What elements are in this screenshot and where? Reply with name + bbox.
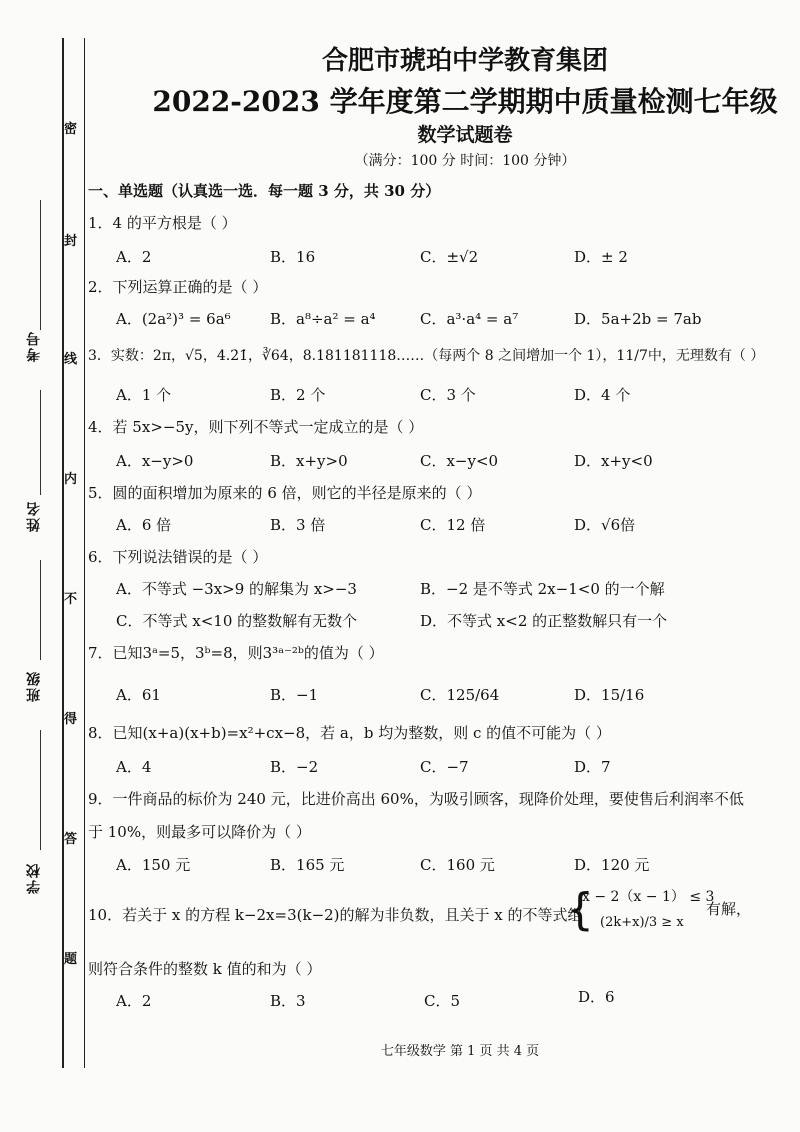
option-c: C．160 元 bbox=[420, 856, 495, 874]
question-stem: 4．若 5x>−5y，则下列不等式一定成立的是（ ） bbox=[88, 418, 424, 436]
option-b: B．165 元 bbox=[270, 856, 345, 874]
field-label-school: 学校 bbox=[26, 862, 42, 894]
option-d: D．4 个 bbox=[574, 386, 631, 404]
option-b: B．3 倍 bbox=[270, 516, 326, 534]
seal-char: 线 bbox=[64, 352, 78, 367]
option-a: A．2 bbox=[116, 248, 152, 266]
field-line bbox=[40, 200, 41, 330]
option-b: B．−2 是不等式 2x−1<0 的一个解 bbox=[420, 580, 665, 598]
seal-char: 答 bbox=[64, 832, 78, 847]
option-c: C．5 bbox=[424, 992, 461, 1010]
option-d: D．6 bbox=[578, 988, 615, 1006]
binding-line-outer bbox=[84, 38, 85, 1068]
field-label-exam-number: 考号 bbox=[26, 330, 42, 362]
option-a: A．x−y>0 bbox=[116, 452, 194, 470]
option-b: B．−2 bbox=[270, 758, 319, 776]
seal-char: 封 bbox=[64, 234, 78, 249]
option-c: C．125/64 bbox=[420, 686, 500, 704]
question-stem-cont: 则符合条件的整数 k 值的和为（ ） bbox=[88, 960, 322, 978]
question-stem: 8．已知(x+a)(x+b)=x²+cx−8，若 a，b 均为整数，则 c 的值不可能为（ ） bbox=[88, 724, 611, 742]
question-stem: 5．圆的面积增加为原来的 6 倍，则它的半径是原来的（ ） bbox=[88, 484, 482, 502]
field-line bbox=[40, 390, 41, 495]
binding-line bbox=[62, 38, 64, 1068]
option-b: B．a⁸÷a² = a⁴ bbox=[270, 310, 376, 328]
exam-info: （满分：100 分 时间：100 分钟） bbox=[354, 153, 576, 169]
option-b: B．x+y>0 bbox=[270, 452, 348, 470]
option-c: C．x−y<0 bbox=[420, 452, 499, 470]
option-d: D．15/16 bbox=[574, 686, 645, 704]
field-label-class: 班级 bbox=[26, 670, 42, 702]
option-c: C．±√2 bbox=[420, 248, 479, 266]
option-c: C．−7 bbox=[420, 758, 469, 776]
question-stem: 3．实数：2π，√5，4.2̇1̇，∛64，8.181181118……（每两个 8 之间增加一个 1），11/7中，无理数有（ ） bbox=[88, 348, 765, 364]
page-footer: 七年级数学 第 1 页 共 4 页 bbox=[380, 1044, 540, 1059]
seal-char: 内 bbox=[64, 472, 78, 487]
question-stem: 7．已知3ᵃ=5，3ᵇ=8，则3³ᵃ⁻²ᵇ的值为（ ） bbox=[88, 644, 384, 662]
option-c: C．3 个 bbox=[420, 386, 476, 404]
option-d: D．√6倍 bbox=[574, 516, 636, 534]
option-a: A．150 元 bbox=[116, 856, 191, 874]
option-a: A．4 bbox=[116, 758, 152, 776]
system-line-1: x − 2（x − 1） ≤ 3 bbox=[582, 889, 715, 905]
option-a: A．不等式 −3x>9 的解集为 x>−3 bbox=[116, 580, 357, 598]
option-b: B．2 个 bbox=[270, 386, 326, 404]
option-d: D．x+y<0 bbox=[574, 452, 653, 470]
option-a: A．1 个 bbox=[116, 386, 172, 404]
question-stem: 2．下列运算正确的是（ ） bbox=[88, 278, 268, 296]
option-a: A．6 倍 bbox=[116, 516, 172, 534]
field-line bbox=[40, 560, 41, 660]
question-stem-cont: 于 10%，则最多可以降价为（ ） bbox=[88, 823, 311, 841]
seal-char: 得 bbox=[64, 712, 78, 727]
exam-title: 2022-2023 学年度第二学期期中质量检测七年级 bbox=[152, 85, 778, 118]
option-a: A．61 bbox=[116, 686, 161, 704]
question-stem: 1．4 的平方根是（ ） bbox=[88, 214, 237, 232]
option-d: D．5a+2b = 7ab bbox=[574, 310, 702, 328]
option-c: C．a³·a⁴ = a⁷ bbox=[420, 310, 519, 328]
system-line-2: (2k+x)/3 ≥ x bbox=[600, 915, 684, 930]
seal-char: 密 bbox=[64, 122, 78, 137]
question-stem-tail: 有解， bbox=[706, 900, 752, 918]
seal-char: 题 bbox=[64, 952, 78, 967]
seal-char: 不 bbox=[64, 592, 78, 607]
option-b: B．3 bbox=[270, 992, 306, 1010]
option-d: D．7 bbox=[574, 758, 611, 776]
option-a: A．2 bbox=[116, 992, 152, 1010]
option-b: B．16 bbox=[270, 248, 316, 266]
school-title: 合肥市琥珀中学教育集团 bbox=[321, 46, 608, 76]
option-c: C．12 倍 bbox=[420, 516, 486, 534]
section-title: 一、单选题（认真选一选．每一题 3 分，共 30 分） bbox=[88, 182, 441, 200]
option-a: A．(2a²)³ = 6a⁶ bbox=[116, 310, 231, 328]
brace-symbol: { bbox=[566, 884, 594, 935]
field-line bbox=[40, 730, 41, 850]
option-d: D．120 元 bbox=[574, 856, 650, 874]
option-b: B．−1 bbox=[270, 686, 319, 704]
option-d: D．± 2 bbox=[574, 248, 628, 266]
option-c: C．不等式 x<10 的整数解有无数个 bbox=[116, 612, 358, 630]
question-stem: 6．下列说法错误的是（ ） bbox=[88, 548, 268, 566]
field-label-name: 姓名 bbox=[26, 500, 42, 532]
option-d: D．不等式 x<2 的正整数解只有一个 bbox=[420, 612, 668, 630]
subject-title: 数学试题卷 bbox=[417, 124, 513, 146]
question-stem: 10．若关于 x 的方程 k−2x=3(k−2)的解为非负数，且关于 x 的不等式组 bbox=[88, 906, 583, 924]
question-stem: 9．一件商品的标价为 240 元，比进价高出 60%，为吸引顾客，现降价处理，要使售后利润率不低 bbox=[88, 790, 744, 808]
